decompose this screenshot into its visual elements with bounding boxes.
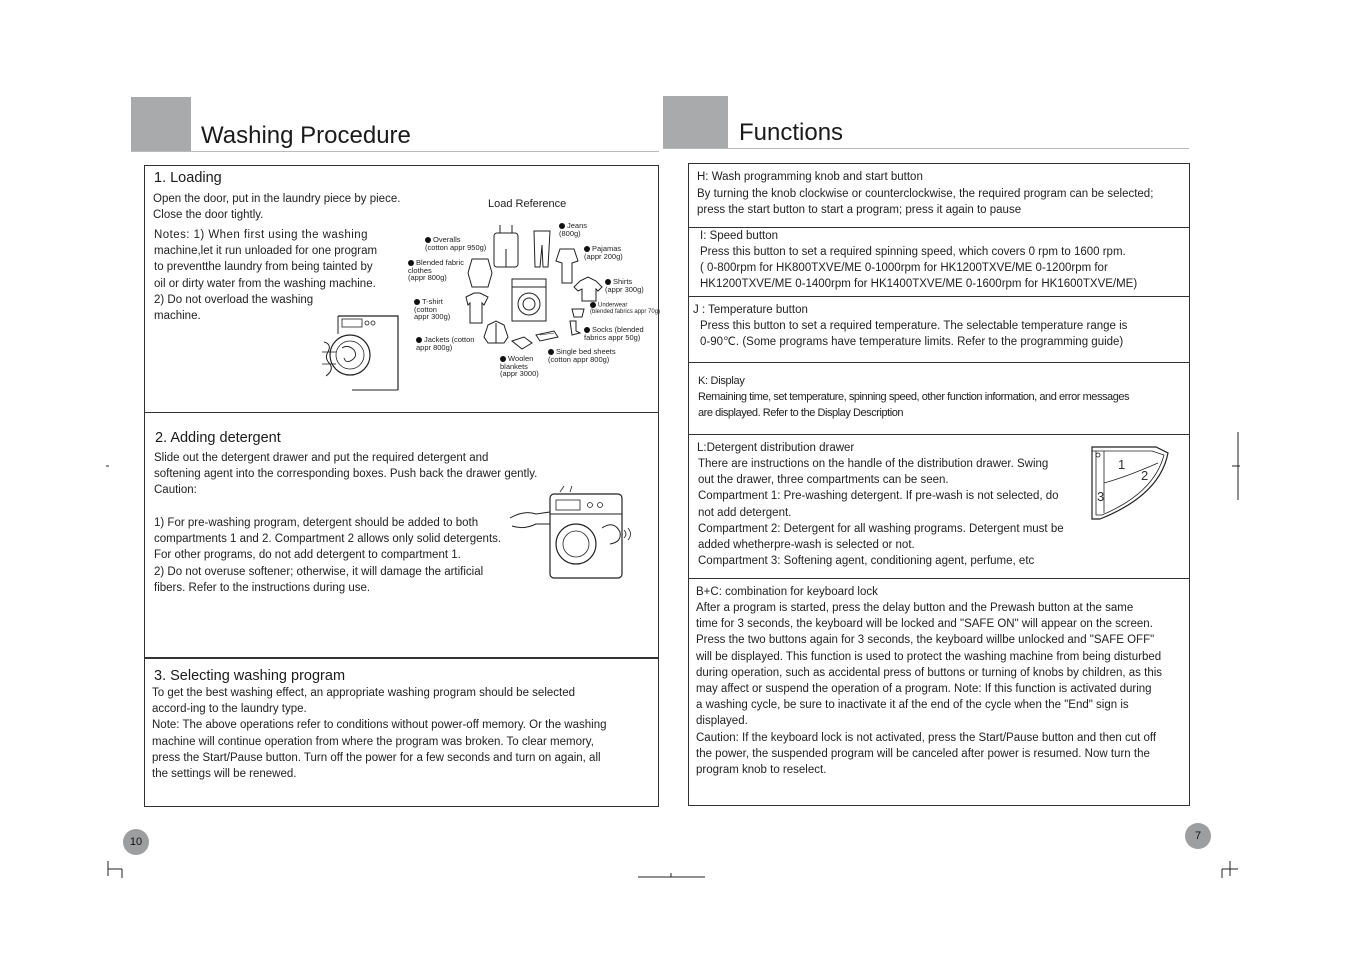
- load-item-woolen: Woolen blankets (appr 3000): [500, 354, 539, 378]
- load-item-jackets: Jackets (cotton appr 800g): [416, 335, 475, 352]
- page-title-washing-procedure: Washing Procedure: [201, 122, 411, 149]
- loading-heading: 1. Loading: [154, 170, 222, 186]
- load-item-blended: Blended fabric clothes (appr 800g): [408, 258, 464, 282]
- detergent-intro: Slide out the detergent drawer and put the required detergent and softening agent into the corresponding boxes. Push back the drawer gently. Caution:: [154, 452, 538, 497]
- detergent-heading: 2. Adding detergent: [155, 430, 281, 446]
- page-title-functions: Functions: [739, 119, 844, 146]
- socks-icon: [570, 321, 580, 335]
- right-header-block: [663, 96, 728, 149]
- loading-intro: Open the door, put in the laundry piece by piece. Close the door tightly.: [153, 193, 401, 222]
- h-heading: H: Wash programming knob and start button: [697, 171, 923, 183]
- drawer-label-2: 2: [1141, 468, 1149, 483]
- divider-l: [688, 578, 1190, 579]
- page-number-left: 10: [123, 829, 149, 855]
- j-body: Press this button to set a required temperature. The selectable temperature range is 0-90℃. (Some programs have temperature limits. Refer to the programming guide): [700, 320, 1128, 349]
- load-item-pajamas: Pajamas (appr 200g): [584, 244, 623, 261]
- load-item-shirts: Shirts (appr 300g): [605, 277, 644, 294]
- jeans-icon: [534, 231, 550, 267]
- underwear-icon: [572, 309, 584, 317]
- bc-body: After a program is started, press the delay button and the Prewash button at the same time for 3 seconds, the keyboard will be locked and "SAFE ON" will appear on the screen. Press the two buttons again for 3 seconds, the keyboard willbe unlocked and "SAFE OFF" will be displayed. This function is used to protect the washing machine from being disturbed during operation, such as accidental press of buttons or turning of knobs by children, as this may affect or suspend the operation of a program. Note: If this function is activated during a washing cycle, be sure to inactivate it af the end of the cycle when the "End" sign is displayed. Caution: If the keyboard lock is not activated, press the Start/Pause button and then cut off the power, the suspended program will be canceled after power is resumed. Now turn the program knob to reselect.: [696, 602, 1163, 776]
- detergent-drawer-illustration: [510, 490, 635, 580]
- drawer-label-3: 3: [1097, 489, 1105, 504]
- k-heading: K: Display: [698, 375, 745, 387]
- i-body: Press this button to set a required spinning speed, which covers 0 rpm to 1600 rpm. ( 0-800rpm for HK800TXVE/ME 0-1000rpm for HK1200TXVE/ME 0-1200rpm for HK1200TXVE/ME 0-1400rpm for HK1400TXVE/ME 0-1600rpm for HK1600TXVE/ME): [700, 246, 1138, 291]
- selecting-heading: 3. Selecting washing program: [154, 668, 346, 684]
- detergent-drawer-diagram: [1090, 443, 1175, 523]
- page-number-right: 7: [1185, 823, 1211, 849]
- load-item-tshirt: T-shirt (cotton appr 300g): [414, 297, 451, 321]
- divider-j: [688, 362, 1190, 363]
- l-heading: L:Detergent distribution drawer: [697, 442, 855, 454]
- detergent-caution: 1) For pre-washing program, detergent should be added to both compartments 1 and 2. Compartment 2 allows only solid detergents. For other programs, do not add detergent to compartment 1. 2) Do not overuse softener; otherwise, it will damage the artificial fibers. Refer to the instructions during use.: [154, 517, 502, 594]
- shirt-icon: [574, 277, 602, 301]
- jacket-icon: [484, 321, 508, 343]
- h-body: By turning the knob clockwise or counterclockwise, the required program can be selected; press the start button to start a program; press it again to pause: [697, 188, 1154, 217]
- k-body: Remaining time, set temperature, spinning speed, other function information, and error messages are displayed. Refer to the Display Description: [698, 391, 1130, 420]
- bc-heading: B+C: combination for keyboard lock: [696, 586, 878, 598]
- drawer-label-1: 1: [1118, 457, 1126, 472]
- left-title-rule: [131, 151, 659, 152]
- divider-i: [688, 296, 1190, 297]
- selecting-body: To get the best washing effect, an appropriate washing program should be selected accord-ing to the laundry type. Note: The above operations refer to conditions without power-off memory. Or the washing machine will continue operation from where the program was broken. To clear memory, press the Start/Pause button. Turn off the power for a few seconds and turn on again, all the settings will be renewed.: [152, 687, 607, 780]
- load-item-underwear: Underwear (blended fabrics appr 70g): [590, 302, 661, 316]
- blended-clothes-icon: [468, 259, 492, 287]
- j-heading: J : Temperature button: [693, 304, 808, 316]
- loading-notes: Notes: 1) When first using the washing machine,let it run unloaded for one program to preventthe laundry from being tainted by oil or dirty water from the washing machine. 2) Do not overload the washing machine.: [154, 229, 378, 322]
- divider-detergent: [144, 657, 659, 659]
- load-item-jeans: Jeans (800g): [559, 221, 588, 238]
- washing-machine-icon: [512, 279, 546, 321]
- load-item-socks: Socks (blended fabrics appr 50g): [584, 325, 644, 342]
- overalls-icon: [494, 225, 518, 267]
- bed-sheets-icon: [536, 331, 558, 341]
- load-reference-title: Load Reference: [488, 198, 567, 210]
- left-header-block: [131, 97, 191, 152]
- i-heading: I: Speed button: [700, 230, 779, 242]
- load-item-overalls: Overalls (cotton appr 950g): [425, 235, 487, 252]
- pajamas-icon: [556, 249, 578, 283]
- blanket-icon: [512, 337, 532, 349]
- tshirt-icon: [466, 293, 488, 323]
- l-body: There are instructions on the handle of the distribution drawer. Swing out the drawer, three compartments can be seen. Compartment 1: Pre-washing detergent. If pre-wash is not selected, do not add detergent. Compartment 2: Detergent for all washing programs. Detergent must be added whetherpre-wash is selected or not. Compartment 3: Softening agent, conditioning agent, perfume, etc: [698, 458, 1064, 568]
- divider-k: [688, 434, 1190, 435]
- right-title-rule: [663, 148, 1189, 149]
- clothing-sketches: [460, 225, 640, 365]
- washer-door-illustration: [322, 308, 402, 393]
- divider-loading: [144, 412, 659, 413]
- load-item-sheets: Single bed sheets (cotton appr 800g): [548, 347, 616, 364]
